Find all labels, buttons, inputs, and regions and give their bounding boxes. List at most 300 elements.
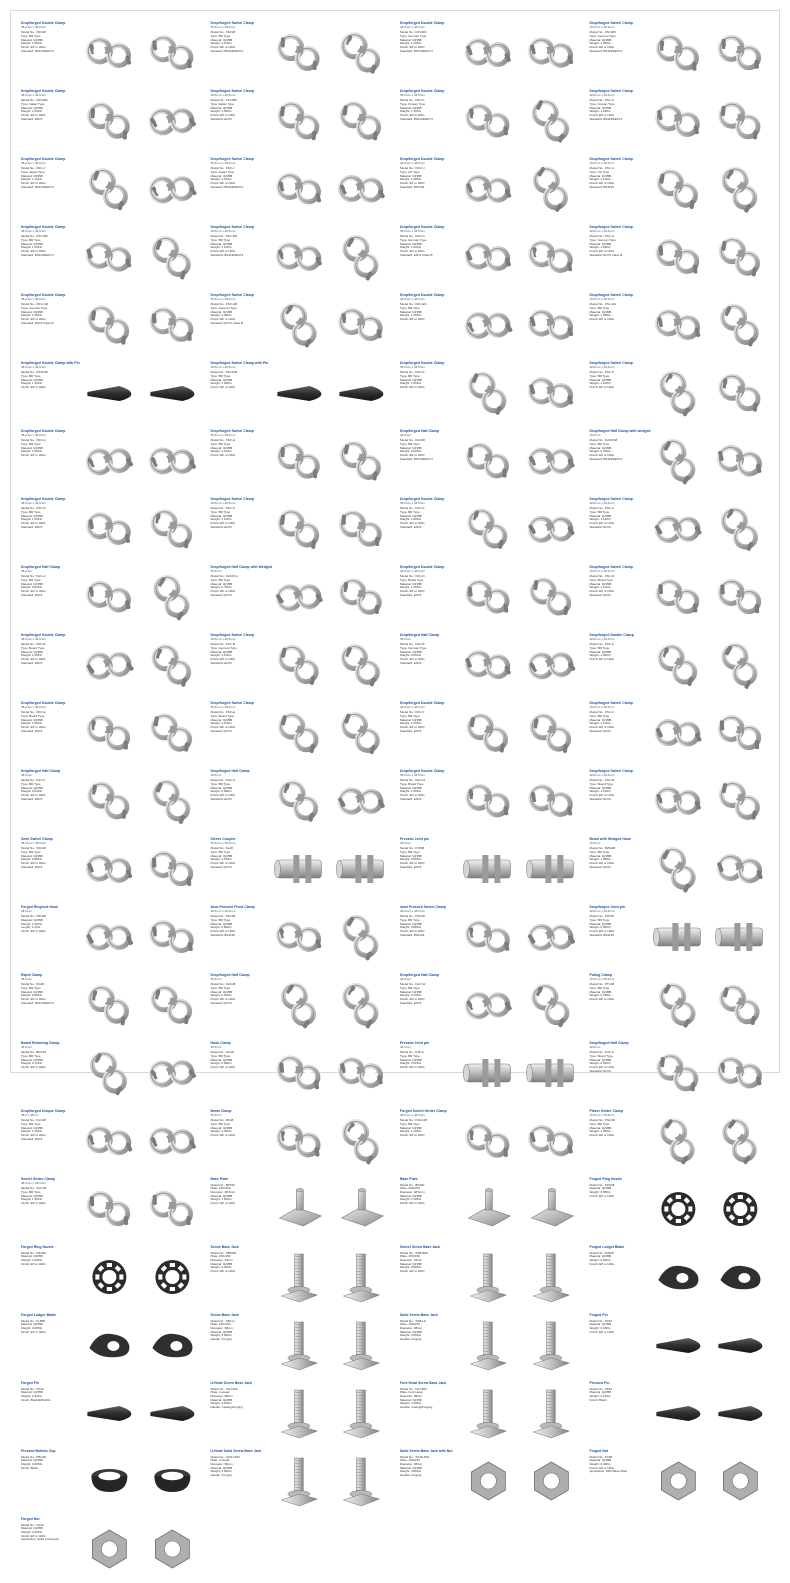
product-photo [648, 26, 709, 80]
product-photo [142, 570, 203, 624]
product-cell[interactable] [586, 291, 774, 359]
product-cell[interactable] [396, 1107, 584, 1175]
product-spec: Weight: 1.05KG [21, 921, 43, 926]
product-title: Pressed Pin [589, 1381, 610, 1385]
product-spec: Model No.: PFC48 [210, 914, 236, 919]
product-cell[interactable] [207, 1311, 395, 1379]
product-spec: Standard: EN74 [589, 728, 611, 733]
product-cell[interactable] [396, 903, 584, 971]
product-cell[interactable] [207, 359, 395, 427]
product-spec: Type: Board Type [589, 781, 613, 786]
product-spec: Finish: EP or HDG [400, 316, 425, 321]
product-photo [142, 1182, 203, 1236]
product-images [646, 633, 772, 697]
product-size: 48.6mm x 48.6mm [21, 297, 46, 302]
product-spec: Type: Korean Type [589, 101, 615, 106]
product-size: 48.6mm x 48.6mm [400, 1113, 425, 1118]
product-photo [331, 26, 392, 80]
product-spec: Finish: EP or HDG [21, 1064, 46, 1069]
product-cell[interactable] [586, 1107, 774, 1175]
product-spec: Standard: EN74 [210, 864, 232, 869]
product-cell[interactable] [17, 1107, 205, 1175]
product-photo [331, 706, 392, 760]
product-photo [710, 842, 771, 896]
product-images [456, 21, 582, 85]
product-title: Drop/forged Swivel Clamp [589, 769, 633, 773]
product-cell[interactable] [17, 1311, 205, 1379]
product-cell[interactable] [17, 427, 205, 495]
product-cell[interactable] [396, 19, 584, 87]
product-photo [521, 1386, 582, 1440]
product-title: Forged Lodget Blade [589, 1245, 625, 1249]
product-cell[interactable] [207, 87, 395, 155]
product-cell[interactable] [207, 1379, 395, 1447]
product-size: 48.6mm x 48.6mm [21, 841, 46, 846]
product-size: 48.6mm x 48.6mm [589, 909, 615, 914]
product-spec: Type: BR Type [210, 1053, 231, 1058]
product-spec: Model No.: FP20 [21, 1386, 44, 1391]
product-cell[interactable] [586, 631, 774, 699]
product-spec: Finish: EP or HDG [210, 724, 236, 729]
product-title: Base Plate [210, 1177, 229, 1181]
product-cell[interactable] [207, 699, 395, 767]
product-spec: Finish: EP or HDG [400, 724, 425, 729]
product-cell[interactable] [17, 1175, 205, 1243]
product-photo [521, 1250, 582, 1304]
product-size: 48.6mm [589, 1045, 601, 1050]
product-spec: Finish: EP or HDG [589, 248, 615, 253]
product-cell[interactable] [396, 835, 584, 903]
product-spec: Weight: 1.10KG [210, 517, 232, 522]
product-cell[interactable] [396, 631, 584, 699]
product-spec: Finish: EP or HDG [21, 860, 46, 865]
product-spec: Type: BR Type [400, 1121, 420, 1126]
product-cell[interactable] [586, 563, 774, 631]
product-spec: Finish: EP or HDG [400, 1132, 425, 1137]
product-size: 48.6mm x 48.6mm [589, 977, 615, 982]
product-spec: Weight: 1.20KG [210, 381, 232, 386]
product-photo [710, 162, 771, 216]
product-spec: Model No.: BP200 [400, 1182, 425, 1187]
product-spec: Finish: EP or HDG [21, 724, 46, 729]
product-cell[interactable] [586, 87, 774, 155]
product-spec: Type: Board Type [589, 577, 613, 582]
product-title: Drop/forged Swivel Clamp [589, 361, 633, 365]
product-info [211, 157, 267, 221]
product-cell[interactable] [586, 1447, 774, 1515]
product-spec: Material: Q235B [589, 105, 612, 110]
product-title: Drop/forged Double Clamp [21, 701, 66, 705]
product-images [646, 157, 772, 221]
product-photo [710, 978, 771, 1032]
product-photo [710, 1250, 771, 1304]
product-spec: Weight: 0.70KG [400, 993, 422, 998]
product-title: Drop/forged Double Clamp [400, 225, 445, 229]
product-cell[interactable] [586, 223, 774, 291]
product-cell[interactable] [586, 1311, 774, 1379]
product-photo [458, 94, 519, 148]
product-spec: Model No.: SGC48 [21, 1186, 47, 1191]
product-spec: Type: BR Type [400, 509, 420, 514]
product-cell[interactable] [17, 291, 205, 359]
product-info [211, 1245, 267, 1309]
product-photo [142, 366, 203, 420]
product-spec: Type: BR Type [210, 33, 231, 38]
product-info [211, 1313, 267, 1377]
product-spec: Finish: EP or HDG [210, 1132, 236, 1137]
product-spec: Material: Q235B [210, 445, 233, 450]
product-cell[interactable] [17, 19, 205, 87]
product-spec: Model No.: FSC-P [589, 370, 614, 375]
product-spec: Application: Solid screw jack [21, 1537, 59, 1542]
product-spec: Model No.: FSC48 [210, 30, 236, 35]
product-spec: Model No.: FDC-E [21, 710, 46, 715]
product-spec: Finish: EP or HDG [210, 656, 236, 661]
product-spec: Type: UK Type [589, 169, 610, 174]
product-spec: Type: German Type [589, 237, 616, 242]
product-cell[interactable] [396, 427, 584, 495]
product-cell[interactable] [207, 903, 395, 971]
product-cell[interactable] [396, 1243, 584, 1311]
product-photo [521, 774, 582, 828]
product-cell[interactable] [207, 427, 395, 495]
product-title: Drop/forged Swivel Clamp [589, 89, 633, 93]
product-cell[interactable] [17, 223, 205, 291]
product-cell[interactable] [586, 767, 774, 835]
product-photo [458, 842, 519, 896]
product-spec: Finish: EP or HDG [210, 520, 236, 525]
product-cell[interactable] [17, 1447, 205, 1515]
product-images [77, 1177, 203, 1241]
product-size: 48.6mm x 48.6mm [210, 433, 236, 438]
product-cell[interactable] [207, 19, 395, 87]
product-spec: Type: Board Type [210, 713, 234, 718]
product-cell[interactable] [17, 563, 205, 631]
product-photo [458, 570, 519, 624]
product-cell[interactable] [17, 1379, 205, 1447]
product-spec: Model No.: FDC-F [400, 710, 425, 715]
product-cell[interactable] [17, 767, 205, 835]
product-spec: Type: BR Type [400, 1053, 420, 1058]
product-cell[interactable] [396, 223, 584, 291]
product-cell[interactable] [586, 1243, 774, 1311]
product-spec: Type: BR Type [21, 849, 41, 854]
product-spec: Material: Q235B [400, 921, 422, 926]
product-spec: Finish: EP or HDG [400, 44, 425, 49]
product-cell[interactable] [396, 291, 584, 359]
product-size: 48.6mm x 48.6mm [210, 297, 236, 302]
product-info [21, 1245, 77, 1309]
product-size: 48.6mm x 48.6mm [589, 1113, 615, 1118]
product-title: Base Plate [400, 1177, 418, 1181]
product-photo [458, 1250, 519, 1304]
product-info [211, 225, 267, 289]
product-info [21, 1449, 77, 1513]
product-cell[interactable] [207, 291, 395, 359]
product-spec: Diameter: 48.6mm [400, 1189, 425, 1194]
product-info [590, 701, 646, 765]
product-photo [142, 230, 203, 284]
product-size: 48.6mm [210, 773, 222, 778]
product-spec: Model No.: BRC48 [21, 1050, 47, 1055]
product-size: 48.6mm x 48.6mm [400, 297, 425, 302]
product-cell[interactable] [17, 359, 205, 427]
product-photo [458, 706, 519, 760]
product-cell[interactable] [396, 495, 584, 563]
product-photo [79, 94, 140, 148]
product-cell[interactable] [586, 155, 774, 223]
product-images [646, 769, 772, 833]
product-photo [521, 230, 582, 284]
product-cell[interactable] [396, 563, 584, 631]
product-cell[interactable] [17, 971, 205, 1039]
product-images [77, 429, 203, 493]
product-cell[interactable] [586, 699, 774, 767]
product-spec: Type: BR Type [21, 373, 41, 378]
product-images [646, 1245, 772, 1309]
product-spec: Type: German Type [400, 33, 427, 38]
product-size: 48.6mm [210, 1045, 222, 1050]
product-cell[interactable] [17, 495, 205, 563]
product-photo [710, 570, 771, 624]
product-spec: Material: Q235B [400, 241, 422, 246]
product-cell[interactable] [207, 155, 395, 223]
product-title: Forged Ring Nozzle [21, 1245, 54, 1249]
product-photo [331, 1182, 392, 1236]
product-spec: Standard: EN74 [589, 1068, 611, 1073]
product-cell[interactable] [207, 1243, 395, 1311]
product-cell[interactable] [586, 903, 774, 971]
product-title: Forged Ringlock Hook [21, 905, 59, 909]
product-cell[interactable] [586, 1379, 774, 1447]
product-title: Drop/forged Swivel Clamp [210, 225, 254, 229]
product-spec: Finish: EP or HDG [210, 928, 236, 933]
product-spec: Material: Q235B [210, 1329, 233, 1334]
product-spec: Finish: EP or HDG [21, 1329, 46, 1334]
product-title: Drop/forged Double Clamp [400, 293, 445, 297]
product-info [21, 1177, 77, 1241]
product-cell[interactable] [17, 631, 205, 699]
product-cell[interactable] [207, 971, 395, 1039]
product-images [267, 1449, 393, 1513]
product-images [77, 1245, 203, 1309]
product-photo [79, 162, 140, 216]
product-spec: Weight: 1.22KG [589, 245, 611, 250]
product-cell[interactable] [396, 1311, 584, 1379]
product-cell[interactable] [586, 1175, 774, 1243]
product-spec: Weight: 0.36KG [21, 1529, 43, 1534]
product-spec: Handle: Forging [210, 1336, 232, 1341]
product-cell[interactable] [17, 1243, 205, 1311]
product-cell[interactable] [586, 359, 774, 427]
product-spec: Standard: EN74 [21, 592, 43, 597]
product-spec: Standard: BS1139/EN74 [210, 252, 244, 257]
product-cell[interactable] [17, 1515, 205, 1583]
product-cell[interactable] [396, 1039, 584, 1107]
product-size: 48.6mm [210, 977, 222, 982]
product-title: Drop/forged Double Clamp [21, 497, 66, 501]
product-photo [79, 842, 140, 896]
product-images [456, 1381, 582, 1445]
product-size: 48.6mm [21, 909, 32, 914]
product-spec: Type: BR Type [210, 441, 231, 446]
product-cell[interactable] [207, 1107, 395, 1175]
product-spec: Finish: EP or HDG [21, 1200, 46, 1205]
product-photo [458, 366, 519, 420]
product-photo [521, 366, 582, 420]
product-spec: Weight: 0.66KG [210, 789, 232, 794]
product-images [267, 1245, 393, 1309]
product-cell[interactable] [207, 835, 395, 903]
product-cell[interactable] [17, 835, 205, 903]
product-spec: Finish: EP or HDG [589, 860, 615, 865]
product-spec: Weight: 0.95KG [589, 925, 611, 930]
product-cell[interactable] [207, 495, 395, 563]
product-cell[interactable] [17, 87, 205, 155]
product-cell[interactable] [396, 1379, 584, 1447]
product-spec: Finish: EP or HDG [589, 316, 615, 321]
product-spec: Model No.: FSC-BR [210, 234, 238, 239]
product-photo [521, 638, 582, 692]
product-photo [269, 638, 330, 692]
product-info [21, 905, 77, 969]
product-spec: Type: German Type [210, 305, 237, 310]
product-spec: Material: Q235B [589, 241, 612, 246]
product-spec: Model No.: FSC-K [589, 98, 614, 103]
product-photo [648, 570, 709, 624]
product-spec: Material: Q235B [400, 445, 422, 450]
product-cell[interactable] [586, 971, 774, 1039]
product-spec: Diameter: 38mm [210, 1461, 233, 1466]
product-spec: Plate: 150x150 [210, 1186, 231, 1191]
product-title: 4mm Pressed Fixed Clamp [210, 905, 255, 909]
product-cell[interactable] [396, 155, 584, 223]
product-title: Rapid Clamp [21, 973, 43, 977]
product-spec: Material: Q235B [400, 377, 422, 382]
product-spec: Weight: 0.88KG [400, 925, 422, 930]
product-photo [521, 1114, 582, 1168]
product-spec: Type: BR Type [589, 373, 610, 378]
product-spec: Weight: 0.62KG [21, 585, 43, 590]
product-cell[interactable] [586, 19, 774, 87]
product-cell[interactable] [396, 87, 584, 155]
product-cell[interactable] [586, 1039, 774, 1107]
product-cell[interactable] [17, 903, 205, 971]
product-spec: Model No.: FSC-F [589, 710, 614, 715]
product-spec: Weight: 1.09KG [589, 313, 611, 318]
product-spec: Type: BR Type [589, 1121, 610, 1126]
product-info [590, 89, 646, 153]
product-title: Semi Swivel Clamp [21, 837, 53, 841]
product-photo [142, 1046, 203, 1100]
product-spec: Weight: 1.60KG [210, 1197, 232, 1202]
product-spec: Weight: 0.18KG [589, 1325, 611, 1330]
product-photo [710, 298, 771, 352]
product-cell[interactable] [396, 699, 584, 767]
product-spec: Standard: EN74 [589, 592, 611, 597]
product-cell[interactable] [396, 1175, 584, 1243]
product-images [456, 89, 582, 153]
product-spec: Material: Q235B [210, 1261, 233, 1266]
product-cell[interactable] [586, 495, 774, 563]
product-cell[interactable] [396, 767, 584, 835]
product-cell[interactable] [207, 767, 395, 835]
product-photo [648, 1046, 709, 1100]
product-photo [710, 26, 771, 80]
product-spec: Weight: 1.10KG [210, 41, 232, 46]
product-spec: Model No.: SBJ600 [210, 1250, 237, 1255]
product-photo [269, 706, 330, 760]
product-spec: Weight: 1.05KG [400, 313, 422, 318]
product-photo [331, 978, 392, 1032]
product-spec: Model No.: FDC-U [400, 166, 425, 171]
product-spec: Weight: 0.62KG [400, 449, 422, 454]
product-spec: Model No.: FDC-C [589, 642, 615, 647]
product-photo [142, 1114, 203, 1168]
product-size: 48.6mm [589, 841, 601, 846]
product-title: Drop/forged Double Clamp [400, 497, 445, 501]
product-images [77, 973, 203, 1037]
product-info [590, 361, 646, 425]
product-spec: Standard: EN74 Class B [21, 320, 54, 325]
product-cell[interactable] [207, 223, 395, 291]
product-size: 48.6mm [589, 433, 601, 438]
product-cell[interactable] [207, 1175, 395, 1243]
product-images [456, 701, 582, 765]
product-info [211, 837, 267, 901]
product-cell[interactable] [396, 971, 584, 1039]
product-cell[interactable] [207, 1039, 395, 1107]
product-spec: Material: Q235B [21, 1390, 43, 1395]
product-spec: Standard: EN74 Class B [210, 320, 244, 325]
product-images [646, 565, 772, 629]
product-spec: Material: Q235B [589, 989, 612, 994]
product-cell[interactable] [396, 1447, 584, 1515]
product-spec: Diameter: 38mm [210, 1325, 233, 1330]
product-cell[interactable] [17, 699, 205, 767]
product-spec: Type: BR Type [400, 849, 420, 854]
product-cell[interactable] [207, 563, 395, 631]
product-photo [648, 434, 709, 488]
product-cell[interactable] [207, 1447, 395, 1515]
product-cell[interactable] [207, 631, 395, 699]
product-spec: Standard: EN74 [400, 728, 422, 733]
product-spec: Model No.: FSC-B [210, 642, 235, 647]
product-cell[interactable] [17, 1039, 205, 1107]
product-spec: Length: 1.2KG [21, 925, 41, 930]
product-spec: Standard: EN74 [21, 796, 43, 801]
product-photo [458, 1046, 519, 1100]
product-size: 48.6mm x 48.6mm [21, 161, 46, 166]
product-photo [648, 1318, 709, 1372]
product-spec: Finish: EP or HDG [210, 452, 236, 457]
product-cell[interactable] [396, 359, 584, 427]
product-spec: Model No.: FSC-H [210, 438, 236, 443]
product-info [211, 1449, 267, 1513]
product-images [646, 89, 772, 153]
product-spec: Model No.: FSC-D [589, 574, 615, 579]
product-photo [79, 638, 140, 692]
product-title: Drop/forged Swivel Clamp [589, 157, 633, 161]
product-cell[interactable] [586, 835, 774, 903]
product-photo [521, 502, 582, 556]
product-cell[interactable] [586, 427, 774, 495]
product-info [21, 1381, 77, 1445]
product-spec: Finish: EP or HDG [21, 588, 46, 593]
product-spec: Model No.: HC48 [210, 1050, 234, 1055]
product-spec: Weight: 1.05KG [21, 721, 43, 726]
product-cell[interactable] [17, 155, 205, 223]
